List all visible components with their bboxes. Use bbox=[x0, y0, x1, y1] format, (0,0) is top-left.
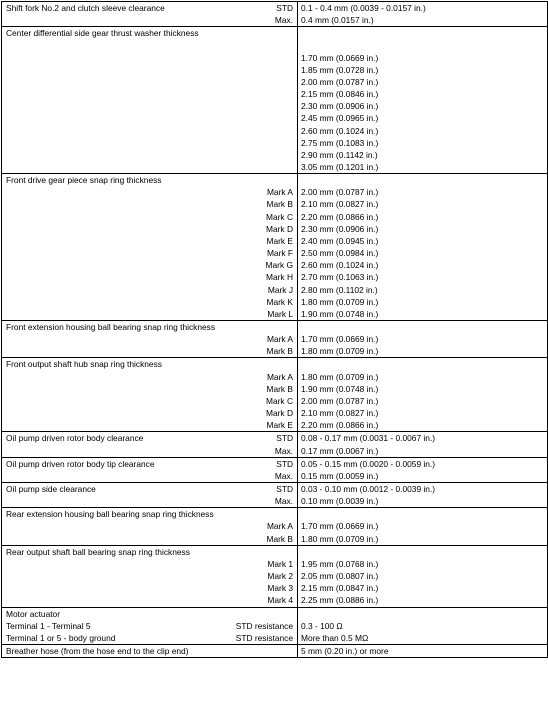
spec-qualifier: Max. bbox=[274, 445, 293, 456]
spec-value: 2.50 mm (0.0984 in.) bbox=[298, 247, 548, 259]
spec-row bbox=[2, 161, 548, 174]
item-cell bbox=[2, 247, 298, 259]
spec-value bbox=[298, 358, 548, 371]
spec-value: 2.80 mm (0.1102 in.) bbox=[298, 284, 548, 296]
spec-qualifier: Mark A bbox=[266, 521, 293, 532]
spec-qualifier: Mark A bbox=[266, 187, 293, 198]
item-cell bbox=[2, 2, 298, 15]
spec-row bbox=[2, 186, 548, 198]
item-cell bbox=[2, 345, 298, 358]
spec-value: 2.40 mm (0.0945 in.) bbox=[298, 235, 548, 247]
spec-row bbox=[2, 137, 548, 149]
item-cell bbox=[2, 27, 298, 40]
item-cell bbox=[2, 445, 298, 458]
spec-value: 0.1 - 0.4 mm (0.0039 - 0.0157 in.) bbox=[298, 2, 548, 15]
spec-qualifier: Max. bbox=[274, 15, 293, 26]
spec-qualifier: Mark H bbox=[266, 272, 293, 283]
spec-value: 2.15 mm (0.0846 in.) bbox=[298, 88, 548, 100]
item-cell bbox=[2, 149, 298, 161]
spec-row bbox=[2, 52, 548, 64]
spec-row bbox=[2, 371, 548, 383]
spec-value bbox=[298, 27, 548, 40]
spec-qualifier: Mark 1 bbox=[267, 558, 293, 569]
spec-value: 2.75 mm (0.1083 in.) bbox=[298, 137, 548, 149]
section-header-row bbox=[2, 457, 548, 470]
item-cell bbox=[2, 296, 298, 308]
spec-qualifier: STD bbox=[276, 433, 293, 444]
section-header-row bbox=[2, 2, 548, 15]
spec-row bbox=[2, 495, 548, 508]
spec-value: 0.4 mm (0.0157 in.) bbox=[298, 14, 548, 27]
spec-row bbox=[2, 211, 548, 223]
item-cell bbox=[2, 533, 298, 546]
spec-value: 0.15 mm (0.0059 in.) bbox=[298, 470, 548, 483]
spec-qualifier: Mark D bbox=[266, 408, 293, 419]
spec-value: 5 mm (0.20 in.) or more bbox=[298, 645, 548, 658]
spec-qualifier: Mark A bbox=[266, 334, 293, 345]
item-cell bbox=[2, 520, 298, 532]
spec-row bbox=[2, 296, 548, 308]
spec-row bbox=[2, 620, 548, 632]
sub-item-name: Terminal 1 or 5 - body ground bbox=[6, 632, 116, 643]
section-header-row bbox=[2, 358, 548, 371]
item-cell bbox=[2, 211, 298, 223]
spec-value: 2.30 mm (0.0906 in.) bbox=[298, 100, 548, 112]
spec-qualifier: Max. bbox=[274, 496, 293, 507]
item-cell bbox=[2, 457, 298, 470]
spec-value bbox=[298, 545, 548, 558]
spec-value: 2.10 mm (0.0827 in.) bbox=[298, 407, 548, 419]
spec-value: 2.60 mm (0.1024 in.) bbox=[298, 125, 548, 137]
item-cell bbox=[2, 198, 298, 210]
spec-row bbox=[2, 259, 548, 271]
spec-value: 2.15 mm (0.0847 in.) bbox=[298, 582, 548, 594]
item-cell bbox=[2, 645, 298, 658]
spec-row bbox=[2, 112, 548, 124]
spec-qualifier: Mark 4 bbox=[267, 595, 293, 606]
item-cell bbox=[2, 470, 298, 483]
spec-row bbox=[2, 247, 548, 259]
item-cell bbox=[2, 235, 298, 247]
item-cell bbox=[2, 100, 298, 112]
spec-value: 2.70 mm (0.1063 in.) bbox=[298, 271, 548, 283]
spec-value: 2.25 mm (0.0886 in.) bbox=[298, 594, 548, 607]
spec-row bbox=[2, 149, 548, 161]
item-name: Center differential side gear thrust washer thickness bbox=[6, 28, 199, 39]
spec-row bbox=[2, 558, 548, 570]
item-name: Front output shaft hub snap ring thickness bbox=[6, 359, 162, 370]
item-cell bbox=[2, 432, 298, 445]
item-cell bbox=[2, 407, 298, 419]
item-cell bbox=[2, 383, 298, 395]
spec-qualifier: Mark 2 bbox=[267, 571, 293, 582]
spec-row bbox=[2, 271, 548, 283]
spec-value: 0.10 mm (0.0039 in.) bbox=[298, 495, 548, 508]
spec-row bbox=[2, 520, 548, 532]
spec-value: 2.05 mm (0.0807 in.) bbox=[298, 570, 548, 582]
item-cell bbox=[2, 582, 298, 594]
spec-value: 1.80 mm (0.0709 in.) bbox=[298, 533, 548, 546]
section-header-row bbox=[2, 483, 548, 496]
item-cell bbox=[2, 308, 298, 321]
item-cell bbox=[2, 607, 298, 620]
spec-row bbox=[2, 198, 548, 210]
item-cell bbox=[2, 558, 298, 570]
spec-row bbox=[2, 570, 548, 582]
item-name: Breather hose (from the hose end to the clip end) bbox=[6, 646, 189, 656]
spec-row bbox=[2, 582, 548, 594]
spec-row bbox=[2, 125, 548, 137]
spec-value: 0.03 - 0.10 mm (0.0012 - 0.0039 in.) bbox=[298, 483, 548, 496]
item-cell bbox=[2, 174, 298, 187]
item-cell bbox=[2, 52, 298, 64]
section-header-row bbox=[2, 545, 548, 558]
spec-value: 1.70 mm (0.0669 in.) bbox=[298, 520, 548, 532]
spec-row bbox=[2, 223, 548, 235]
item-cell bbox=[2, 39, 298, 51]
item-cell bbox=[2, 186, 298, 198]
section-header-row bbox=[2, 174, 548, 187]
section-header-row bbox=[2, 645, 548, 658]
spec-value: 2.10 mm (0.0827 in.) bbox=[298, 198, 548, 210]
item-cell bbox=[2, 371, 298, 383]
item-cell bbox=[2, 333, 298, 345]
spec-qualifier: STD bbox=[276, 458, 293, 469]
spec-qualifier: Mark B bbox=[266, 346, 293, 357]
spec-value: 1.80 mm (0.0709 in.) bbox=[298, 345, 548, 358]
spec-row bbox=[2, 76, 548, 88]
item-cell bbox=[2, 284, 298, 296]
spec-row bbox=[2, 533, 548, 546]
item-name: Oil pump side clearance bbox=[6, 484, 96, 495]
item-name: Motor actuator bbox=[6, 608, 60, 619]
spec-qualifier: Mark B bbox=[266, 199, 293, 210]
item-cell bbox=[2, 570, 298, 582]
spec-value: 2.20 mm (0.0866 in.) bbox=[298, 419, 548, 432]
spec-value: 1.90 mm (0.0748 in.) bbox=[298, 383, 548, 395]
spec-row bbox=[2, 235, 548, 247]
spec-qualifier: Mark A bbox=[266, 371, 293, 382]
spec-qualifier: Mark E bbox=[266, 420, 293, 431]
section-header-row bbox=[2, 321, 548, 334]
item-cell bbox=[2, 483, 298, 496]
item-cell bbox=[2, 88, 298, 100]
spec-qualifier: STD bbox=[276, 3, 293, 13]
item-cell bbox=[2, 76, 298, 88]
item-cell bbox=[2, 112, 298, 124]
spec-value bbox=[298, 39, 548, 51]
spec-qualifier: Mark B bbox=[266, 383, 293, 394]
spec-value: 2.60 mm (0.1024 in.) bbox=[298, 259, 548, 271]
item-cell bbox=[2, 271, 298, 283]
spec-qualifier: Mark K bbox=[266, 296, 293, 307]
spec-qualifier: Mark F bbox=[266, 248, 293, 259]
spec-qualifier: Mark G bbox=[265, 260, 293, 271]
spec-value: 2.30 mm (0.0906 in.) bbox=[298, 223, 548, 235]
spec-row bbox=[2, 14, 548, 27]
spec-value: 2.00 mm (0.0787 in.) bbox=[298, 186, 548, 198]
item-cell bbox=[2, 259, 298, 271]
item-name: Front drive gear piece snap ring thickness bbox=[6, 175, 162, 186]
spec-value bbox=[298, 607, 548, 620]
item-cell bbox=[2, 545, 298, 558]
spec-value bbox=[298, 174, 548, 187]
spec-qualifier: Mark 3 bbox=[267, 583, 293, 594]
spec-value: 2.20 mm (0.0866 in.) bbox=[298, 211, 548, 223]
spec-row bbox=[2, 594, 548, 607]
item-name: Shift fork No.2 and clutch sleeve clearance bbox=[6, 3, 165, 13]
spec-value: 0.08 - 0.17 mm (0.0031 - 0.0067 in.) bbox=[298, 432, 548, 445]
item-cell bbox=[2, 64, 298, 76]
spec-row bbox=[2, 64, 548, 76]
item-cell bbox=[2, 125, 298, 137]
item-cell bbox=[2, 508, 298, 521]
spec-value: 1.80 mm (0.0709 in.) bbox=[298, 296, 548, 308]
spec-value: 0.17 mm (0.0067 in.) bbox=[298, 445, 548, 458]
spec-qualifier: Mark C bbox=[266, 211, 293, 222]
spec-qualifier: Mark J bbox=[267, 284, 293, 295]
item-name: Oil pump driven rotor body clearance bbox=[6, 433, 144, 444]
specification-table bbox=[1, 1, 548, 658]
spec-qualifier: Mark L bbox=[267, 308, 293, 319]
spec-row bbox=[2, 39, 548, 51]
specification-table-body bbox=[2, 2, 548, 658]
spec-value: 2.90 mm (0.1142 in.) bbox=[298, 149, 548, 161]
section-header-row bbox=[2, 508, 548, 521]
spec-row bbox=[2, 445, 548, 458]
spec-row bbox=[2, 383, 548, 395]
section-header-row bbox=[2, 607, 548, 620]
item-cell bbox=[2, 321, 298, 334]
item-cell bbox=[2, 594, 298, 607]
spec-value: 1.90 mm (0.0748 in.) bbox=[298, 308, 548, 321]
item-cell bbox=[2, 632, 298, 645]
spec-qualifier: Max. bbox=[274, 470, 293, 481]
spec-row bbox=[2, 284, 548, 296]
spec-value: More than 0.5 MΩ bbox=[298, 632, 548, 645]
section-header-row bbox=[2, 27, 548, 40]
spec-qualifier: Mark B bbox=[266, 533, 293, 544]
spec-row bbox=[2, 470, 548, 483]
spec-value: 1.85 mm (0.0728 in.) bbox=[298, 64, 548, 76]
spec-value: 1.70 mm (0.0669 in.) bbox=[298, 333, 548, 345]
item-cell bbox=[2, 137, 298, 149]
spec-value: 3.05 mm (0.1201 in.) bbox=[298, 161, 548, 174]
item-name: Rear output shaft ball bearing snap ring thickness bbox=[6, 546, 190, 557]
spec-row bbox=[2, 100, 548, 112]
spec-row bbox=[2, 407, 548, 419]
spec-qualifier: STD resistance bbox=[235, 632, 293, 643]
spec-value: 2.00 mm (0.0787 in.) bbox=[298, 76, 548, 88]
spec-row bbox=[2, 419, 548, 432]
spec-value: 2.45 mm (0.0965 in.) bbox=[298, 112, 548, 124]
section-header-row bbox=[2, 432, 548, 445]
spec-qualifier: STD bbox=[276, 484, 293, 495]
sub-item-name: Terminal 1 - Terminal 5 bbox=[6, 620, 91, 631]
item-cell bbox=[2, 495, 298, 508]
item-cell bbox=[2, 358, 298, 371]
spec-row bbox=[2, 88, 548, 100]
spec-value bbox=[298, 508, 548, 521]
item-name: Oil pump driven rotor body tip clearance bbox=[6, 458, 155, 469]
spec-row bbox=[2, 632, 548, 645]
spec-value: 0.3 - 100 Ω bbox=[298, 620, 548, 632]
item-cell bbox=[2, 223, 298, 235]
spec-row bbox=[2, 395, 548, 407]
item-cell bbox=[2, 14, 298, 27]
item-cell bbox=[2, 395, 298, 407]
spec-row bbox=[2, 345, 548, 358]
spec-row bbox=[2, 308, 548, 321]
item-name: Rear extension housing ball bearing snap ring thickness bbox=[6, 509, 214, 520]
item-cell bbox=[2, 161, 298, 174]
spec-value: 0.05 - 0.15 mm (0.0020 - 0.0059 in.) bbox=[298, 457, 548, 470]
spec-qualifier: STD resistance bbox=[235, 620, 293, 631]
item-cell bbox=[2, 419, 298, 432]
spec-value bbox=[298, 321, 548, 334]
spec-row bbox=[2, 333, 548, 345]
spec-value: 1.80 mm (0.0709 in.) bbox=[298, 371, 548, 383]
spec-value: 2.00 mm (0.0787 in.) bbox=[298, 395, 548, 407]
item-name: Front extension housing ball bearing snap ring thickness bbox=[6, 322, 216, 333]
spec-qualifier: Mark C bbox=[266, 395, 293, 406]
spec-value: 1.95 mm (0.0768 in.) bbox=[298, 558, 548, 570]
spec-qualifier: Mark E bbox=[266, 235, 293, 246]
spec-qualifier: Mark D bbox=[266, 223, 293, 234]
spec-value: 1.70 mm (0.0669 in.) bbox=[298, 52, 548, 64]
item-cell bbox=[2, 620, 298, 632]
